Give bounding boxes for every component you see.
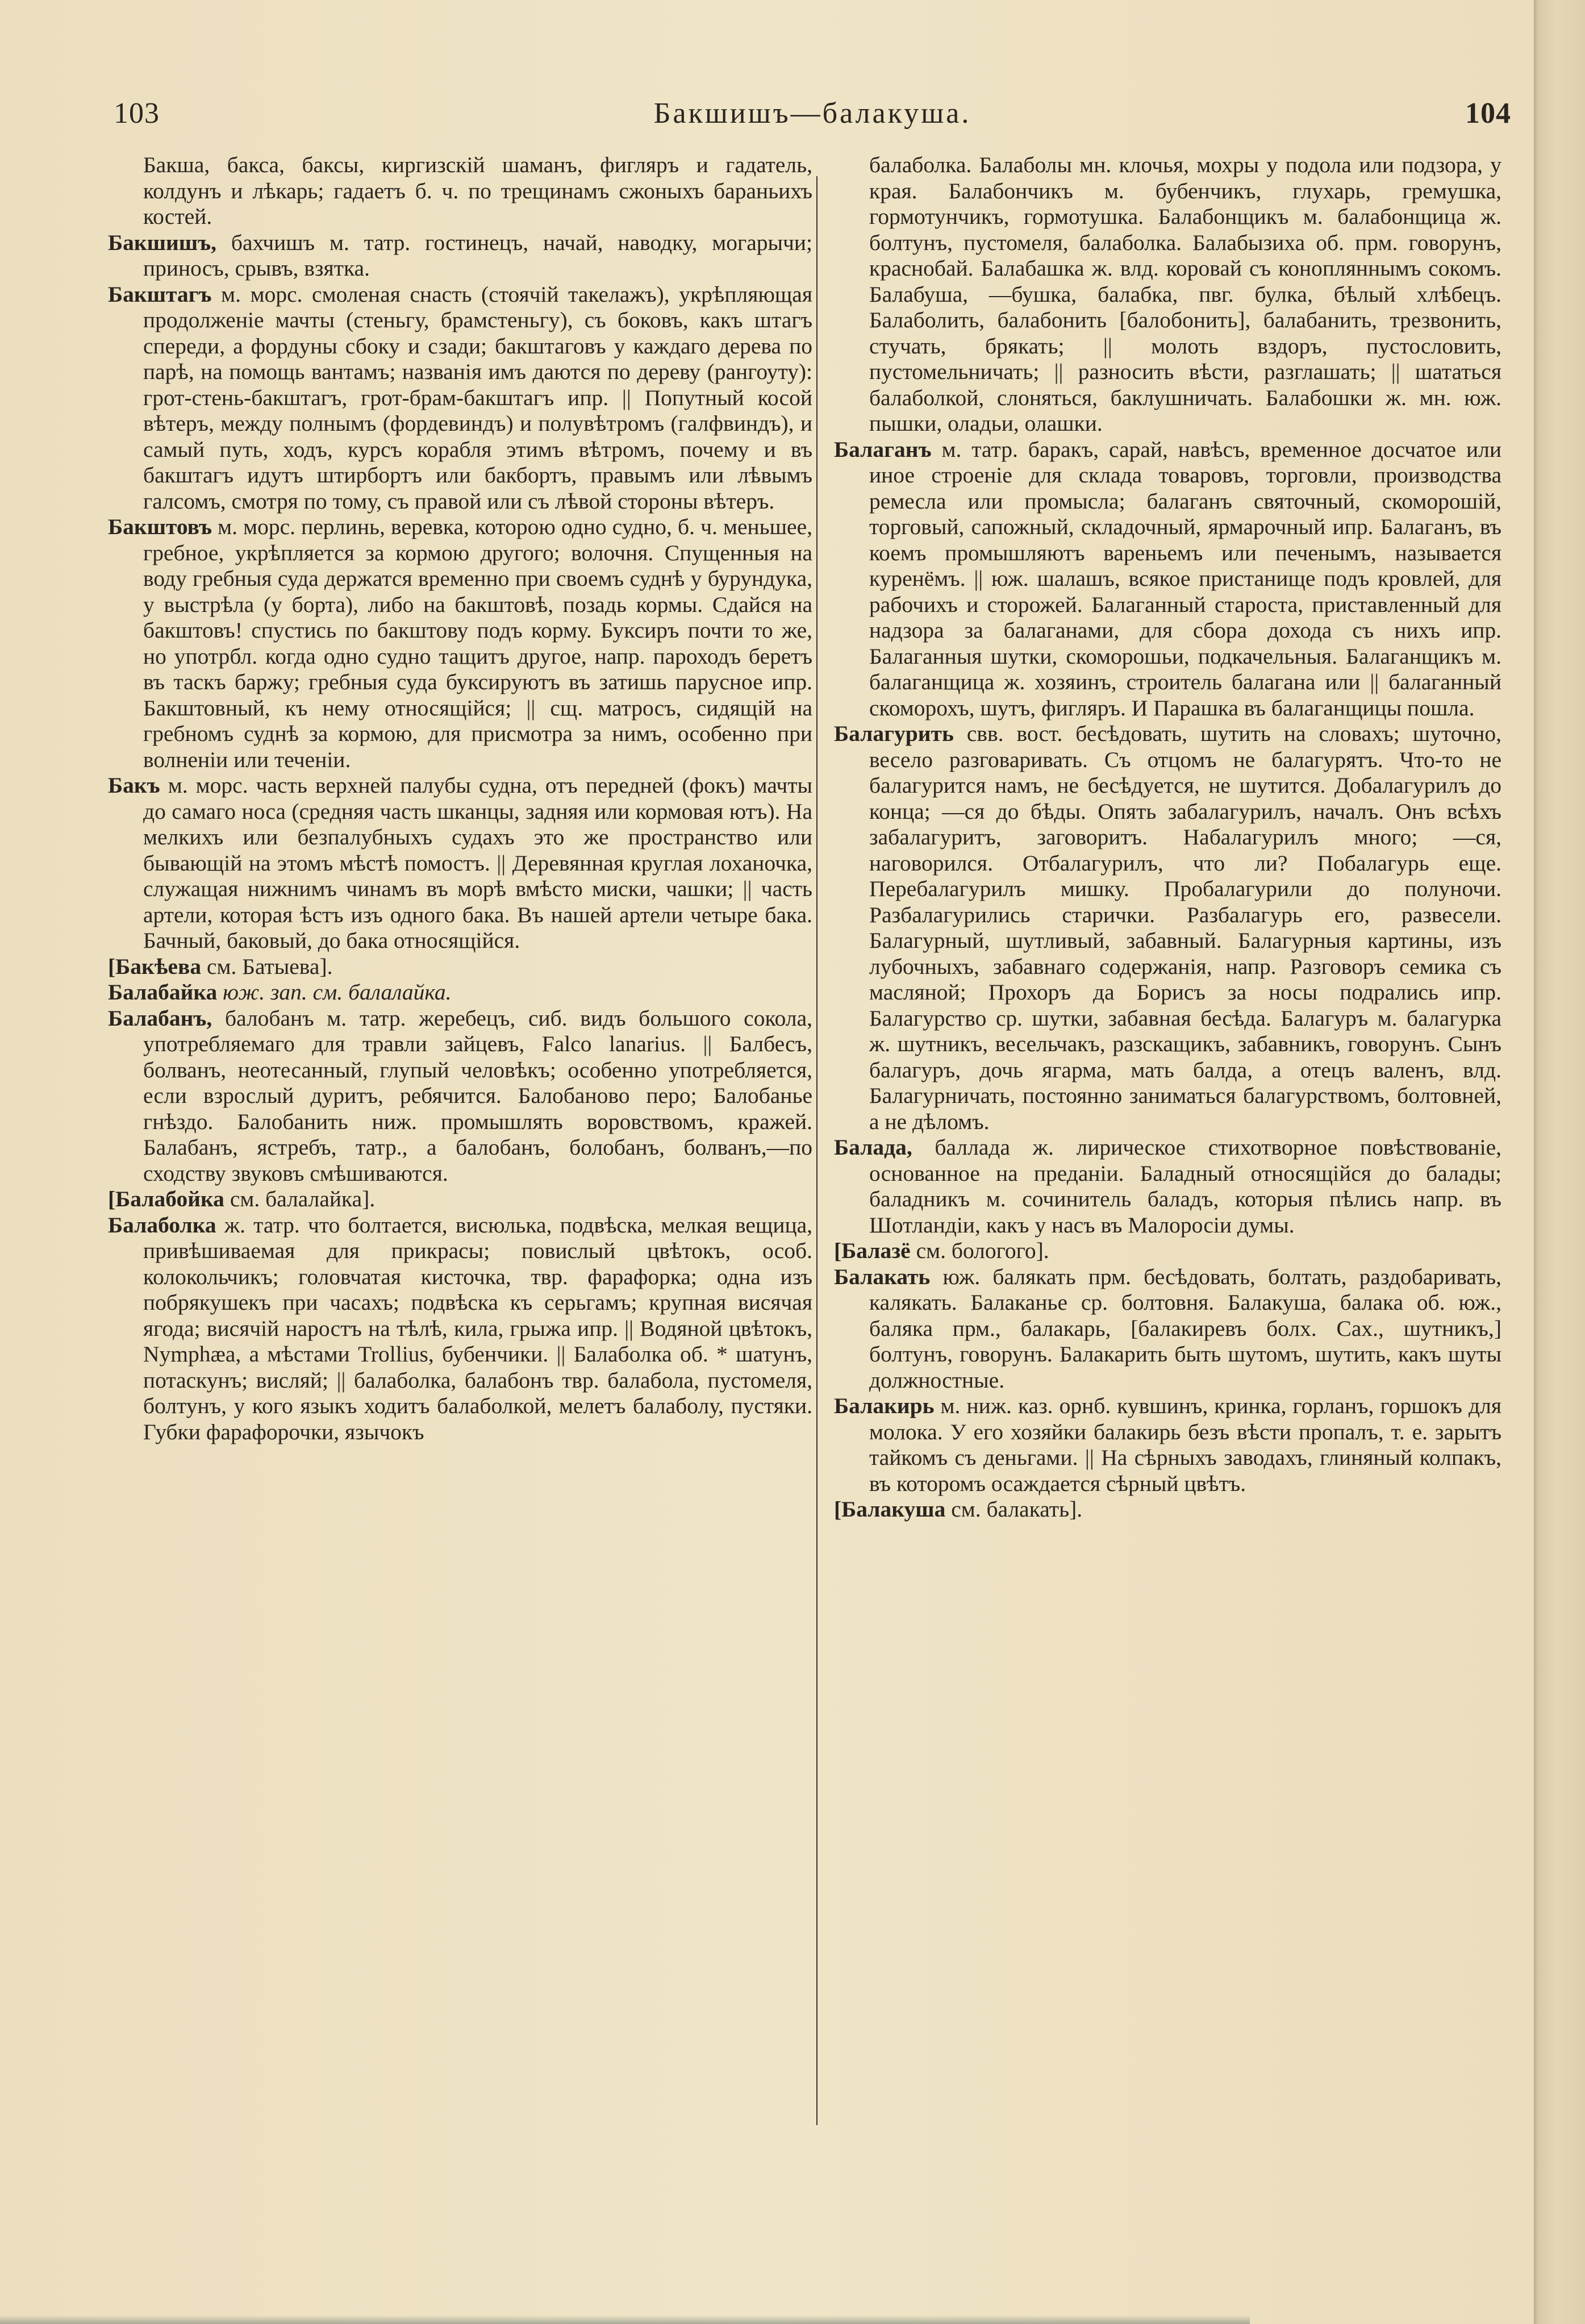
dictionary-entry: [834, 1393, 1501, 1497]
headword: [Балакуша: [834, 1497, 946, 1522]
headword: [Балазё: [834, 1238, 911, 1263]
page-edge: [1534, 0, 1585, 2324]
entry-text: м. морс. часть верхней палубы судна, отъ передней (фокъ) мачты до самаго носа (средняя часть шканцы, задняя или кормовая ютъ). На мелкихъ или безпалубныхъ судахъ это же пространство или бывающій на этомъ мѣстѣ помостъ. || Деревянная круглая лоханочка, служащая нижнимъ чинамъ въ морѣ вмѣсто миски, чашки; || часть артели, которая ѣстъ изъ одного бака. Въ нашей артели четыре бака. Бачный, баковый, до бака относящійся.: [143, 773, 812, 953]
headword: Балада,: [834, 1135, 912, 1160]
dictionary-entry: [108, 514, 812, 773]
headword: [Бакѣева: [108, 953, 202, 979]
entry-text: см. балакать].: [951, 1497, 1083, 1522]
headword: Бакштагъ: [108, 281, 212, 307]
entry-text: см. бологого].: [916, 1238, 1049, 1263]
headword: Бакштовъ: [108, 514, 212, 539]
running-header: [114, 97, 1511, 142]
entry-text: балобанъ м. татр. жеребецъ, сиб. видъ большого сокола, употребляемаго для травли зайцевъ, Falco lanarius. || Балбесъ, болванъ, неотесанный, глупый человѣкъ; особенно употребляется, если взрослый дуритъ, ребячится. Балобаново перо; Балобанье гнѣздо. Балобанить ниж. промышлять воровствомъ, кражей. Балабанъ, ястребъ, татр., а балобанъ, болобанъ, болванъ,—по сходству звуковъ смѣшиваются.: [143, 1005, 812, 1186]
headword: Балагурить: [834, 721, 954, 746]
entry-text: юж. балякать прм. бесѣдовать, болтать, раздобаривать, калякать. Балаканье ср. болтовня. Балакуша, балака об. юж., баляка прм., балакарь, [балакиревъ болх. Сах., шутникъ,] болтунъ, говорунъ. Балакарить быть шутомъ, шутить, какъ шуты должностные.: [869, 1264, 1501, 1393]
headword: Бакшишъ,: [108, 230, 216, 255]
entry-text: ж. татр. что болтается, висюлька, подвѣска, мелкая вещица, привѣшиваемая для прикрасы; повислый цвѣтокъ, особ. колокольчикъ; головчатая кисточка, твр. фарафорка; одна изъ побрякушекъ при часахъ; подвѣска къ серьгамъ; крупная висячая ягода; висячій наростъ на тѣлѣ, кила, грыжа ипр. || Водяной цвѣтокъ, Nymphæa, а мѣстами Trollius, бубенчики. || Балаболка об. * шатунъ, потаскунъ; висляй; || балаболка, балабонъ твр. балабола, пустомеля, болтунъ, у кого языкъ ходитъ балаболкой, мелетъ балаболу, пустяки. Губки фарафорочки, язычокъ: [143, 1212, 813, 1444]
entry-text: м. морс. перлинь, веревка, которою одно судно, б. ч. меньшее, гребное, укрѣпляется за кормою другого; волочня. Спущенныя на воду гребныя суда держатся временно при своемъ суднѣ у бурундука, у выстрѣла (у борта), либо на бакштовѣ, позадь кормы. Сдайся на бакштовъ! спустись по бакштову подъ корму. Буксиръ почти то же, но употрбл. когда одно судно тащитъ другое, напр. пароходъ беретъ въ таскъ баржу; гребныя суда буксируютъ въ затишь парусное ипр. Бакштовный, къ нему относящійся; || сщ. матросъ, сидящій на гребномъ суднѣ за кормою, для присмотра за нимъ, особенно при волненіи или теченіи.: [143, 514, 812, 772]
entry-text: юж. зап. см. балалайка.: [223, 980, 452, 1005]
bottom-shadow: [0, 2315, 1250, 2324]
dictionary-entry: [834, 721, 1501, 1135]
right-column: [834, 152, 1501, 1523]
dictionary-entry: [108, 773, 812, 954]
dictionary-entry: [108, 152, 812, 230]
headword: [Балабойка: [108, 1186, 224, 1211]
dictionary-entry: [108, 980, 812, 1006]
entry-text: м. морс. смоленая снасть (стоячій такелажъ), укрѣпляющая продолженіе мачты (стеньгу, брамстеньгу), съ боковъ, какъ штагъ спереди, а фордуны сбоку и сзади; бакштаговъ у каждаго дерева по парѣ, на помощь вантамъ; названія имъ даются по дереву (рангоуту): грот-стень-бакштагъ, грот-брам-бакштагъ ипр. || Попутный косой вѣтеръ, между полнымъ (фордевиндъ) и полувѣтромъ (галфвиндъ), и самый путь, ходъ, курсъ корабля этимъ вѣтромъ, почему и въ бакштагъ идутъ штирбортъ или бакбортъ, правымъ или лѣвымъ галсомъ, смотря по тому, съ правой или съ лѣвой стороны вѣтеръ.: [143, 281, 813, 514]
entry-text: см. Батыева].: [206, 953, 333, 979]
page-title: Бакшишъ—балакуша.: [653, 97, 971, 130]
entry-text: м. татр. баракъ, сарай, навѣсъ, временное досчатое или иное строеніе для склада товаровъ, торговли, производства ремесла или промысла; балаганъ святочный, скоморошій, торговый, сапожный, складочный, ярмарочный ипр. Балаганъ, въ коемъ промышляютъ вареньемъ или печенымъ, называется куренёмъ. || юж. шалашъ, всякое пристанище подъ кровлей, для рабочихъ и сторожей. Балаганный староста, приставленный для надзора за балаганами, для сбора дохода съ нихъ ипр. Балаганныя шутки, скоморошьи, подкачельныя. Балаганщикъ м. балаганщица ж. хозяинъ, строитель балагана или || балаганный скоморохъ, шутъ, фигляръ. И Парашка въ балаганщицы пошла.: [869, 436, 1501, 720]
headword: Балакать: [834, 1264, 931, 1289]
entry-text: свв. вост. бесѣдовать, шутить на словахъ; шуточно, весело разговаривать. Съ отцомъ не балагурятъ. Что-то не балагурится намъ, не бесѣдуется, не шутится. Добалагурилъ до конца; —ся до бѣды. Опять забалагурилъ, началъ. Онъ всѣхъ забалагуритъ, заговоритъ. Набалагурилъ много; —ся, наговорился. Отбалагурилъ, что ли? Побалагурь еще. Перебалагурилъ мишку. Пробалагурили до полуночи. Разбалагурились старички. Разбалагурь его, развесели. Балагурный, шутливый, забавный. Балагурныя картины, изъ лубочныхъ, забавнаго содержанія, напр. Разговоръ семика съ масляной; Прохоръ да Борисъ за носы подрались ипр. Балагурство ср. шутки, забавная бесѣда. Балагуръ м. балагурка ж. шутникъ, весельчакъ, разскащикъ, забавникъ, говорунъ. Сынъ балагуръ, дочь ягарма, мать балда, а отецъ валенъ, влд. Балагурничать, постоянно заниматься балагурствомъ, болтовней, а не дѣломъ.: [869, 721, 1502, 1134]
entry-text: Бакша, бакса, баксы, киргизскій шаманъ, фигляръ и гадатель, колдунъ и лѣкарь; гадаетъ б. ч. по трещинамъ сжоныхъ бараньихъ костей.: [143, 152, 812, 229]
headword: Балакирь: [834, 1393, 935, 1418]
headword: Балаболка: [108, 1212, 216, 1238]
dictionary-entry: [834, 1264, 1501, 1394]
left-column: [108, 152, 812, 1445]
dictionary-entry: [834, 152, 1501, 437]
page-number-left: 103: [114, 97, 160, 130]
entry-text: м. ниж. каз. орнб. кувшинъ, кринка, горланъ, горшокъ для молока. У его хозяйки балакирь безъ вѣсти пропалъ, т. е. зарытъ тайкомъ съ деньгами. || На сѣрныхъ заводахъ, глиняный колпакъ, въ которомъ осаждается сѣрный цвѣтъ.: [869, 1393, 1501, 1496]
cross-reference-entry: [834, 1497, 1501, 1523]
headword: Балабайка: [108, 980, 218, 1005]
headword: Балабанъ,: [108, 1005, 212, 1031]
cross-reference-entry: [108, 1186, 812, 1213]
dictionary-entry: [108, 282, 812, 515]
entry-text: см. балалайка].: [230, 1186, 376, 1211]
entry-text: бахчишъ м. татр. гостинецъ, начай, наводку, могарычи; приносъ, срывъ, взятка.: [143, 230, 813, 281]
dictionary-entry: [108, 230, 812, 282]
column-divider: [816, 176, 817, 2125]
headword: Бакъ: [108, 773, 160, 798]
page-number-right: 104: [1465, 97, 1511, 130]
cross-reference-entry: [834, 1238, 1501, 1264]
entry-text: балаболка. Балаболы мн. клочья, мохры у подола или подзора, у края. Балабончикъ м. бубенчикъ, глухарь, гремушка, гормотунчикъ, гормотушка. Балабонщикъ м. балабонщица ж. болтунъ, пустомеля, балаболка. Балабызиха об. прм. говорунъ, краснобай. Балабашка ж. влд. коровай съ конопляннымъ сокомъ. Балабуша, —бушка, балабка, пвг. булка, бѣлый хлѣбецъ. Балаболить, балабонить [балобонить], балабанить, трезвонить, стучать, брякать; || молоть вздоръ, пустословить, пустомельничать; || разносить вѣсти, разглашать; || шататься балаболкой, слоняться, баклушничать. Балабошки ж. мн. юж. пышки, оладьи, олашки.: [869, 152, 1501, 436]
entry-text: баллада ж. лирическое стихотворное повѣствованіе, основанное на преданіи. Баладный относящійся до балады; баладникъ м. сочинитель баладъ, которыя пѣлись напр. въ Шотландіи, какъ у насъ въ Малоросіи думы.: [869, 1135, 1502, 1238]
dictionary-entry: [834, 1135, 1501, 1238]
dictionary-entry: [108, 1006, 812, 1187]
cross-reference-entry: [108, 954, 812, 980]
dictionary-entry: [108, 1213, 812, 1446]
headword: Балаганъ: [834, 436, 932, 462]
dictionary-entry: [834, 437, 1501, 722]
